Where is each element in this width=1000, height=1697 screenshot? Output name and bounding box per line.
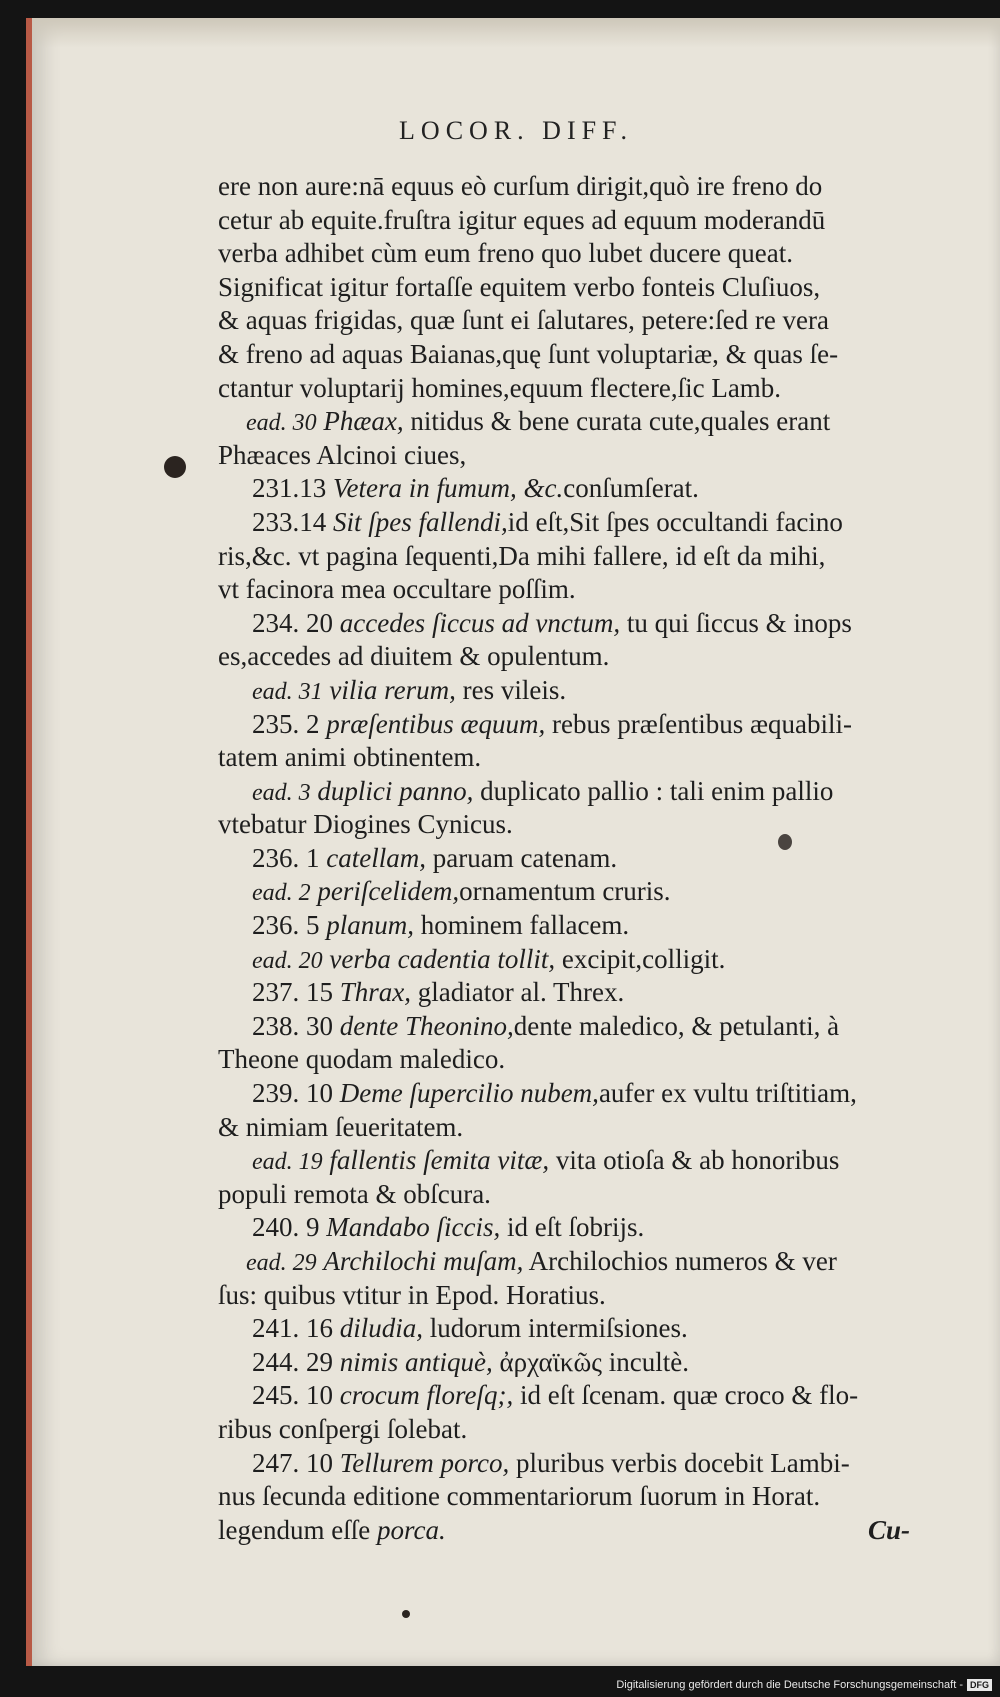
entry-gloss: gladiator al. Threx. xyxy=(411,977,625,1008)
entry-ref: 236. 1 xyxy=(252,842,320,873)
entry-ref: 244. 29 xyxy=(252,1346,333,1377)
entry-lemma: catellam, xyxy=(326,842,426,873)
entry-ref: 236. 5 xyxy=(252,910,320,941)
entry-gloss: conſumſerat. xyxy=(563,473,699,504)
entry-gloss: Archilochios numeros & ver xyxy=(523,1246,837,1276)
entry-ref: ead. 20 xyxy=(252,947,323,974)
entry-ref: 234. 20 xyxy=(252,607,333,638)
entry-gloss: pluribus verbis docebit Lambi- xyxy=(509,1447,850,1478)
entry-lemma: Archilochi muſam, xyxy=(323,1246,524,1276)
entry-ref: 235. 2 xyxy=(252,708,320,739)
entry-line xyxy=(218,405,968,439)
text-line: ere non aure:nā equus eò curſum dirigit,quò ire freno do xyxy=(218,171,823,201)
text-line: Theone quodam maledico. xyxy=(218,1044,506,1075)
entry-line xyxy=(218,775,968,809)
entry-gloss: duplicato pallio : tali enim pallio xyxy=(473,775,834,806)
page-body xyxy=(218,170,968,1547)
entry-ref: ead. 29 xyxy=(246,1250,317,1276)
entry-lemma: Thrax, xyxy=(339,977,412,1008)
entry-line xyxy=(218,607,968,641)
ink-blot xyxy=(402,1610,410,1618)
page-edge-shadow xyxy=(32,18,1000,48)
book-page xyxy=(26,18,1000,1666)
entry-gloss: id eſt ſcenam. quæ croco & flo- xyxy=(513,1380,859,1411)
entry-gloss: excipit,colligit. xyxy=(555,943,726,974)
entry-gloss: paruam catenam. xyxy=(425,842,618,873)
entry-line xyxy=(218,472,968,506)
credit-text: Digitalisierung gefördert durch die Deutsche Forschungsgemeinschaft - xyxy=(616,1679,963,1691)
last-line xyxy=(218,1514,968,1548)
text-line: ris,&c. vt pagina ſequenti,Da mihi fallere, id eſt da mihi, xyxy=(218,540,826,571)
entry-line xyxy=(218,1312,968,1346)
entry-lemma: Phæax, xyxy=(323,406,404,437)
text-fragment: porca. xyxy=(376,1514,446,1545)
entry-ref: 240. 9 xyxy=(252,1212,320,1243)
entry-ref: ead. 3 xyxy=(252,779,311,806)
running-header: LOCOR. DIFF. xyxy=(399,116,633,145)
ink-blot xyxy=(778,834,792,850)
entry-lemma: duplici panno, xyxy=(317,775,474,806)
entry-line xyxy=(218,909,968,943)
entry-line xyxy=(218,506,968,540)
entry-gloss: ludorum intermiſsiones. xyxy=(423,1313,688,1344)
text-line: es,accedes ad diuitem & opulentum. xyxy=(218,641,610,672)
entry-line xyxy=(218,1144,968,1178)
text-line: Significat igitur fortaſſe equitem verbo fonteis Cluſiuos, xyxy=(218,271,821,302)
entry-gloss: tu qui ſiccus & inops xyxy=(620,607,852,638)
text-line: vt facinora mea occultare poſſim. xyxy=(218,574,576,605)
entry-gloss: res vileis. xyxy=(455,674,567,705)
entry-ref: 238. 30 xyxy=(252,1010,333,1041)
text-line: Phæaces Alcinoi ciues, xyxy=(218,439,467,470)
entry-lemma: Tellurem porco, xyxy=(339,1447,510,1478)
entry-line xyxy=(218,674,968,708)
entry-ref: 241. 16 xyxy=(252,1313,333,1344)
entry-line xyxy=(218,1211,968,1245)
text-line: & nimiam ſeueritatem. xyxy=(218,1111,464,1142)
entry-gloss: id eſt ſobrijs. xyxy=(500,1212,645,1243)
text-line: & aquas frigidas, quæ ſunt ei ſalutares, petere:ſed re vera xyxy=(218,305,830,336)
entry-line xyxy=(218,708,968,742)
text-line: nus ſecunda editione commentariorum ſuorum in Horat. xyxy=(218,1481,821,1512)
entry-gloss: hominem fallacem. xyxy=(414,910,630,941)
entry-lemma: periſcelidem, xyxy=(317,876,460,907)
entry-gloss: ἀρχαϊκῶς incultè. xyxy=(492,1346,689,1377)
ink-blot xyxy=(164,456,186,478)
entry-gloss: id eſt,Sit ſpes occultandi facino xyxy=(507,506,843,537)
entry-lemma: fallentis ſemita vitæ, xyxy=(329,1145,550,1176)
text-line: ctantur voluptarij homines,equum flectere,ſic Lamb. xyxy=(218,372,782,403)
text-line: ſus: quibus vtitur in Epod. Horatius. xyxy=(218,1279,606,1310)
entry-ref: 239. 10 xyxy=(252,1078,333,1109)
text-line: tatem animi obtinentem. xyxy=(218,742,482,773)
text-line: verba adhibet cùm eum freno quo lubet ducere queat. xyxy=(218,238,794,269)
entry-line xyxy=(218,1346,968,1380)
entry-lemma: verba cadentia tollit, xyxy=(329,943,556,974)
text-line: & freno ad aquas Baianas,quę ſunt voluptariæ, & quas ſe- xyxy=(218,338,839,369)
entry-line xyxy=(218,1077,968,1111)
entry-line xyxy=(218,943,968,977)
entry-lemma: Deme ſupercilio nubem, xyxy=(339,1078,599,1109)
entry-lemma: Sit ſpes fallendi, xyxy=(333,506,508,537)
entry-lemma: crocum floreſq;, xyxy=(339,1380,514,1411)
text-fragment: legendum eſſe xyxy=(218,1514,377,1545)
entry-lemma: vilia rerum, xyxy=(329,674,456,705)
entry-ref: 233.14 xyxy=(252,506,327,537)
entry-lemma: planum, xyxy=(326,910,414,941)
entry-lemma: præſentibus æquum, xyxy=(326,708,546,739)
entry-ref: ead. 31 xyxy=(252,678,323,705)
text-line: cetur ab equite.fruſtra igitur eques ad equum moderandū xyxy=(218,204,826,235)
entry-gloss: aufer ex vultu triſtitiam, xyxy=(598,1078,857,1109)
entry-lemma: nimis antiquè, xyxy=(339,1346,493,1377)
entry-line xyxy=(218,842,968,876)
entry-gloss: nitidus & bene curata cute,quales erant xyxy=(403,406,831,437)
entry-lemma: diludia, xyxy=(339,1313,424,1344)
entry-line xyxy=(218,1447,968,1481)
catchword: Cu- xyxy=(867,1514,910,1545)
entry-gloss: ornamentum cruris. xyxy=(459,876,671,907)
entry-ref: ead. 2 xyxy=(252,880,311,907)
entry-ref: 247. 10 xyxy=(252,1447,333,1478)
entry-lemma: accedes ſiccus ad vnctum, xyxy=(339,607,621,638)
text-line: vtebatur Diogines Cynicus. xyxy=(218,809,513,840)
entry-line xyxy=(218,1010,968,1044)
digitization-credit xyxy=(616,1679,992,1691)
entry-ref: 231.13 xyxy=(252,473,327,504)
entry-line xyxy=(218,1379,968,1413)
entry-gloss: dente maledico, & petulanti, à xyxy=(513,1010,840,1041)
entry-line xyxy=(218,976,968,1010)
entry-ref: 237. 15 xyxy=(252,977,333,1008)
entry-ref: ead. 30 xyxy=(246,410,317,437)
entry-lemma: Mandabo ſiccis, xyxy=(326,1212,501,1243)
entry-ref: 245. 10 xyxy=(252,1380,333,1411)
entry-line xyxy=(218,875,968,909)
entry-lemma: dente Theonino, xyxy=(339,1010,514,1041)
entry-lemma: Vetera in fumum, &c. xyxy=(333,473,564,504)
entry-line xyxy=(218,1245,968,1279)
entry-gloss: rebus præſentibus æquabili- xyxy=(545,708,852,739)
dfg-logo: DFG xyxy=(967,1679,992,1691)
entry-ref: ead. 19 xyxy=(252,1149,323,1176)
entry-gloss: vita otioſa & ab honoribus xyxy=(549,1145,840,1176)
text-line: populi remota & obſcura. xyxy=(218,1178,491,1209)
text-line: ribus conſpergi ſolebat. xyxy=(218,1413,468,1444)
